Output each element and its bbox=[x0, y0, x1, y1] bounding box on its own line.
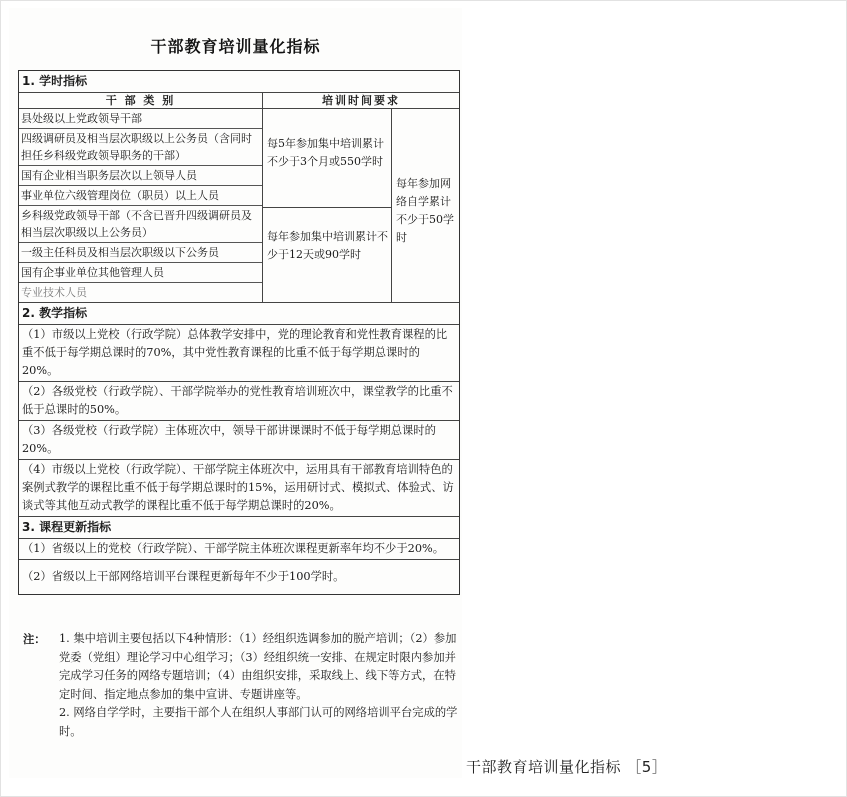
category-row: 四级调研员及相当层次职级以上公务员（含同时担任乡科级党政领导职务的干部） bbox=[19, 129, 262, 166]
teaching-item: （2）各级党校（行政学院）、干部学院举办的党性教育培训班次中，课堂教学的比重不低于总课时的50%。 bbox=[19, 382, 459, 421]
note-item bbox=[23, 630, 463, 704]
hours-grid bbox=[19, 93, 459, 303]
requirement-group-b: 每年参加集中培训累计不少于12天或90学时 bbox=[267, 230, 388, 261]
category-row: 事业单位六级管理岗位（职员）以上人员 bbox=[19, 186, 262, 206]
course-update-item: （2）省级以上干部网络培训平台课程更新每年不少于100学时。 bbox=[22, 570, 345, 583]
requirement-header: 培训时间要求 bbox=[263, 93, 459, 109]
figure-caption: 干部教育培训量化指标 ［5］ bbox=[466, 758, 668, 776]
note-text: 2. 网络自学学时，主要指干部个人在组织人事部门认可的网络培训平台完成的学时。 bbox=[59, 706, 458, 738]
category-header: 干 部 类 别 bbox=[19, 93, 262, 109]
centralized-training-column bbox=[263, 109, 392, 302]
document-title: 干部教育培训量化指标 bbox=[150, 37, 321, 56]
category-row: 一级主任科员及相当层次职级以下公务员 bbox=[19, 243, 262, 263]
teaching-item: （4）市级以上党校（行政学院）、干部学院主体班次中，运用具有干部教育培训特色的案例式教学的课程比重不低于每学期总课时的15%，运用研讨式、模拟式、体验式、访谈式等其他互动式教学的课程比重不低于每学期总课时的20%。 bbox=[19, 460, 459, 517]
course-update-item: （1）省级以上的党校（行政学院）、干部学院主体班次课程更新率年均不少于20%。 bbox=[19, 539, 459, 560]
indicator-table bbox=[18, 70, 460, 595]
online-self-study-requirement: 每年参加网络自学累计不少于50学时 bbox=[396, 177, 454, 244]
category-row: 专业技术人员 bbox=[21, 286, 87, 299]
requirement-group-a: 每5年参加集中培训累计不少于3个月或550学时 bbox=[263, 109, 391, 208]
notes-block bbox=[23, 630, 463, 741]
notes-label-spacer bbox=[23, 704, 59, 741]
note-item bbox=[23, 704, 463, 741]
section-heading-teaching: 2. 教学指标 bbox=[19, 303, 459, 325]
category-row: 县处级以上党政领导干部 bbox=[19, 109, 262, 129]
teaching-item: （3）各级党校（行政学院）主体班次中，领导干部讲课课时不低于每学期总课时的20%。 bbox=[19, 421, 459, 460]
category-row: 国有企事业单位其他管理人员 bbox=[19, 263, 262, 283]
teaching-item: （1）市级以上党校（行政学院）总体教学安排中，党的理论教育和党性教育课程的比重不低于每学期总课时的70%，其中党性教育课程的比重不低于每学期总课时的20%。 bbox=[19, 325, 459, 382]
section-heading-hours: 1. 学时指标 bbox=[19, 71, 459, 93]
category-row: 国有企业相当职务层次以上领导人员 bbox=[19, 166, 262, 186]
requirement-column bbox=[263, 93, 459, 302]
note-text: 1. 集中培训主要包括以下4种情形：（1）经组织选调参加的脱产培训；（2）参加党委（党组）理论学习中心组学习；（3）经组织统一安排、在规定时限内参加并完成学习任务的网络专题培训；（4）由组织安排，采取线上、线下等方式，在特定时间、指定地点参加的集中宣讲、专题讲座等。 bbox=[59, 632, 457, 701]
scanned-document bbox=[9, 8, 462, 778]
requirement-grid bbox=[263, 109, 459, 302]
notes-label: 注： bbox=[23, 632, 46, 646]
section-heading-course-update: 3. 课程更新指标 bbox=[19, 517, 459, 539]
category-column bbox=[19, 93, 263, 302]
category-row: 乡科级党政领导干部（不含已晋升四级调研员及相当层次职级以上公务员） bbox=[19, 206, 262, 243]
